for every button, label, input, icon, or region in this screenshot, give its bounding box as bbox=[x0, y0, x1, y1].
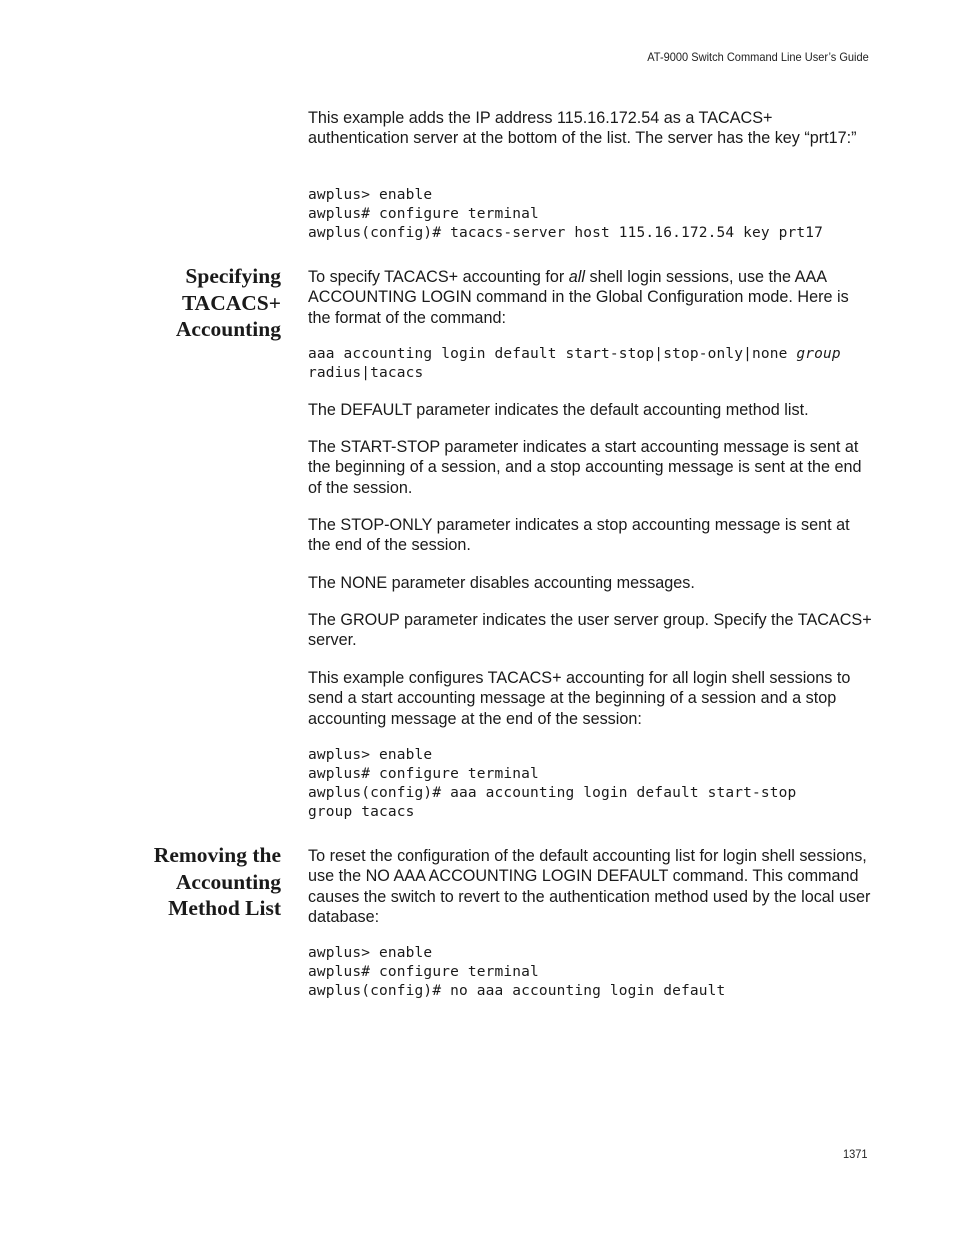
accounting-code-block bbox=[308, 746, 874, 822]
paragraph-accounting-example: This example configures TACACS+ accounting for all login shell sessions to send a start accounting message at the beginning of a session and a stop accounting message at the end of the session: bbox=[308, 669, 851, 728]
remove-code-block bbox=[308, 944, 874, 1001]
accounting-intro-after: shell login sessions, use the AAA ACCOUNTING LOGIN command in the Global Configuration mode. Here is the format of the command: bbox=[308, 268, 849, 327]
intro-section bbox=[308, 108, 874, 149]
paragraph-stop-only-param: The STOP-ONLY parameter indicates a stop accounting message is sent at the end of the session. bbox=[308, 516, 850, 555]
accounting-syntax-code bbox=[308, 345, 874, 383]
intro-code-block bbox=[308, 186, 874, 243]
accounting-intro bbox=[308, 267, 874, 328]
accounting-intro-emphasis: all bbox=[568, 268, 585, 286]
accounting-intro-before: To specify TACACS+ accounting for bbox=[308, 268, 569, 286]
paragraph-default-param: The DEFAULT parameter indicates the default accounting method list. bbox=[308, 401, 809, 419]
intro-code: awplus> enable awplus# configure terminal awplus(config)# tacacs-server host 115.16.172.54 key prt17 bbox=[308, 187, 824, 241]
intro-paragraph: This example adds the IP address 115.16.172.54 as a TACACS+ authentication server at the bottom of the list. The server has the key “prt17:” bbox=[308, 109, 857, 148]
heading-removing-accounting-method-list: Removing the Accounting Method List bbox=[153, 843, 281, 920]
paragraph-group-param: The GROUP parameter indicates the user server group. Specify the TACACS+ server. bbox=[308, 611, 872, 650]
page-number: 1371 bbox=[843, 1147, 868, 1161]
paragraph-none-param: The NONE parameter disables accounting messages. bbox=[308, 574, 695, 592]
heading-specifying-tacacs-accounting: Specifying TACACS+ Accounting bbox=[175, 264, 281, 341]
accounting-intro-paragraph bbox=[308, 267, 874, 328]
paragraph-remove-accounting: To reset the configuration of the default accounting list for login shell sessions, use the NO AAA ACCOUNTING LOGIN DEFAULT command. This command causes the switch to revert to the authentication method used by the local user database: bbox=[308, 847, 871, 926]
syntax-line-2: radius|tacacs bbox=[308, 365, 424, 381]
running-header: AT-9000 Switch Command Line User’s Guide bbox=[647, 50, 869, 64]
syntax-line-1: aaa accounting login default start-stop|stop-only|none bbox=[308, 346, 797, 362]
paragraph-start-stop-param: The START-STOP parameter indicates a start accounting message is sent at the beginning of a session, and a stop accounting message is sent at the end of the session. bbox=[308, 438, 862, 497]
remove-code: awplus> enable awplus# configure terminal awplus(config)# no aaa accounting login default bbox=[308, 945, 726, 999]
accounting-code: awplus> enable awplus# configure terminal awplus(config)# aaa accounting login default start-stop group tacacs bbox=[308, 747, 797, 820]
syntax-group-emphasis: group bbox=[796, 346, 841, 362]
accounting-syntax bbox=[308, 345, 874, 383]
